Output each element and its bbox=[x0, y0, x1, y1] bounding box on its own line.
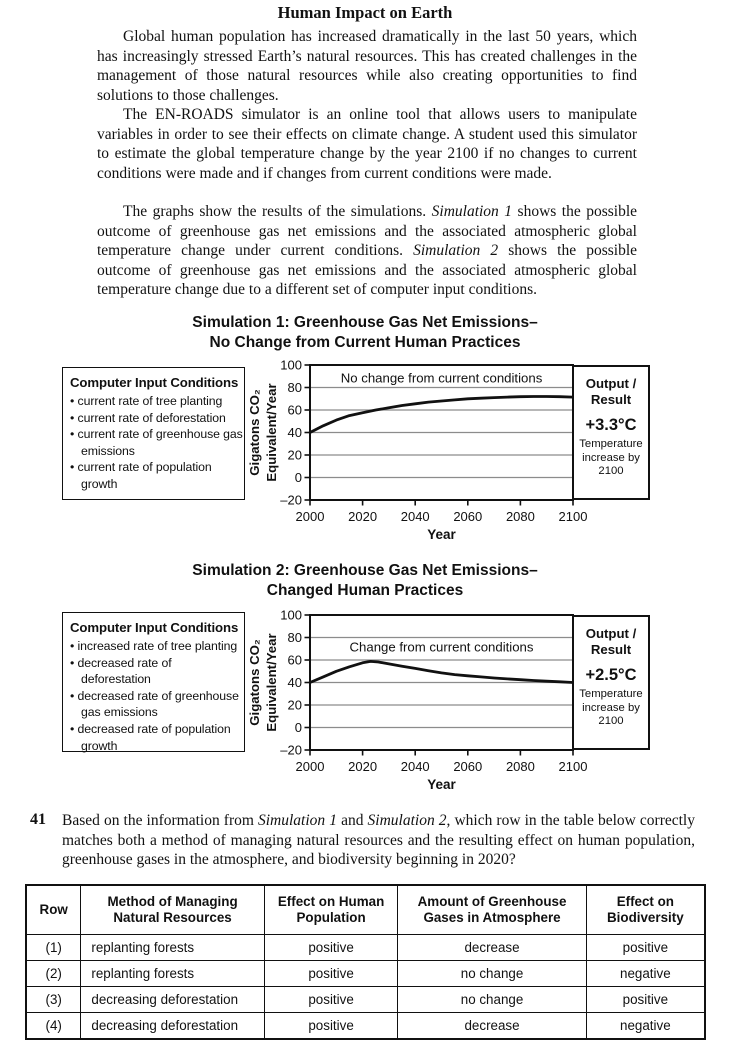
temperature-result-caption: Temperature increase by 2100 bbox=[579, 688, 643, 727]
x-tick-label: 2100 bbox=[558, 509, 588, 524]
header-greenhouse-gases: Amount of Greenhouse Gases in Atmosphere bbox=[398, 885, 586, 935]
table-cell: positive bbox=[264, 987, 398, 1013]
table-cell: decrease bbox=[398, 1013, 586, 1040]
input-condition-item: • current rate of tree planting bbox=[70, 393, 243, 410]
table-cell: decreasing deforestation bbox=[81, 1013, 264, 1040]
input-condition-item: • decreased rate of deforestation bbox=[70, 655, 243, 688]
table-header-row bbox=[26, 885, 705, 935]
input-condition-item: • current rate of greenhouse gas emissions bbox=[70, 426, 243, 459]
x-tick-label: 2080 bbox=[505, 509, 535, 524]
table-cell: positive bbox=[264, 935, 398, 961]
input-conditions-title: Computer Input Conditions bbox=[70, 375, 239, 390]
y-tick-label: 0 bbox=[294, 470, 302, 485]
input-condition-item: • decreased rate of population growth bbox=[70, 721, 243, 754]
y-tick-label: 100 bbox=[280, 608, 302, 623]
question-text: Based on the information from Simulation 1 and Simulation 2, which row in the table below correctly matches both a method of managing natural resources and the resulting effect on human population, greenhouse gases in the atmosphere, and biodiversity beginning in 2020? bbox=[62, 812, 695, 868]
intro-paragraph-3 bbox=[97, 202, 637, 300]
x-axis-title: Year bbox=[427, 777, 456, 792]
y-tick-label: 60 bbox=[287, 402, 302, 418]
simulation-1-heading-line2: No Change from Current Human Practices bbox=[209, 334, 521, 351]
table-cell: positive bbox=[586, 935, 705, 961]
y-axis-title: Equivalent/Year bbox=[264, 383, 279, 482]
table-cell: (3) bbox=[26, 987, 81, 1013]
x-tick-label: 2040 bbox=[400, 509, 430, 524]
x-tick-label: 2000 bbox=[295, 509, 325, 524]
y-tick-label: 80 bbox=[287, 380, 302, 395]
header-human-population: Effect on Human Population bbox=[264, 885, 398, 935]
table-cell: negative bbox=[586, 961, 705, 987]
emissions-line bbox=[310, 397, 573, 433]
table-cell: negative bbox=[586, 1013, 705, 1040]
simulation-2-heading-line1: Simulation 2: Greenhouse Gas Net Emissions– bbox=[192, 562, 538, 579]
question-41 bbox=[30, 811, 695, 870]
temperature-result-value: +2.5°C bbox=[585, 666, 637, 684]
x-tick-label: 2020 bbox=[348, 509, 378, 524]
y-tick-label: 40 bbox=[287, 425, 302, 440]
input-condition-item: • decreased rate of greenhouse gas emissions bbox=[70, 688, 243, 721]
y-axis-title: Gigatons CO₂ bbox=[247, 389, 262, 476]
y-tick-label: 0 bbox=[294, 720, 302, 735]
input-conditions-list bbox=[70, 393, 243, 493]
simulation-2-ref: Simulation 2 bbox=[367, 812, 447, 829]
y-tick-label: –20 bbox=[280, 742, 302, 758]
table-cell: (2) bbox=[26, 961, 81, 987]
simulation-2-ref: Simulation 2 bbox=[413, 242, 499, 259]
table-row bbox=[26, 1013, 705, 1040]
answer-options-table bbox=[25, 884, 706, 1040]
simulation-1-input-conditions-box bbox=[62, 367, 245, 500]
temperature-result-caption: Temperature increase by 2100 bbox=[579, 438, 643, 477]
table-row bbox=[26, 987, 705, 1013]
table-cell: positive bbox=[264, 1013, 398, 1040]
simulation-1-heading bbox=[0, 313, 730, 353]
input-conditions-title: Computer Input Conditions bbox=[70, 620, 239, 635]
paragraph-text: The EN-ROADS simulator is an online tool that allows users to manipulate variables in order to see their effects on climate change. A student used this simulator to estimate the global temperature change by the year 2100 if no changes to current conditions were made and if changes from current conditions were made. bbox=[97, 106, 637, 182]
y-axis-title: Gigatons CO₂ bbox=[247, 639, 262, 726]
y-axis-title: Equivalent/Year bbox=[264, 633, 279, 732]
table-cell: (1) bbox=[26, 935, 81, 961]
chart-annotation: No change from current conditions bbox=[340, 370, 543, 386]
paragraph-text: The graphs show the results of the simulations. bbox=[123, 203, 432, 220]
x-tick-label: 2100 bbox=[558, 759, 588, 774]
paragraph-text: Global human population has increased dramatically in the last 50 years, which has increasingly stressed Earth’s natural resources. This has created challenges in the management of those natural resources while also creating opportunities to find solutions to those challenges. bbox=[97, 28, 637, 104]
y-tick-label: –20 bbox=[280, 492, 302, 508]
chart-annotation: Change from current conditions bbox=[349, 639, 534, 655]
temperature-result-value: +3.3°C bbox=[585, 416, 637, 434]
table-cell: positive bbox=[586, 987, 705, 1013]
simulation-2-input-conditions-box bbox=[62, 612, 245, 752]
table-cell: (4) bbox=[26, 1013, 81, 1040]
y-tick-label: 40 bbox=[287, 675, 302, 690]
y-tick-label: 20 bbox=[287, 447, 302, 463]
y-tick-label: 80 bbox=[287, 630, 302, 645]
output-title: Output / Result bbox=[585, 376, 637, 407]
intro-paragraph-1 bbox=[97, 27, 637, 105]
question-number: 41 bbox=[30, 811, 46, 828]
y-tick-label: 60 bbox=[287, 652, 302, 668]
paragraph-text: shows the possible outcome of greenhouse gas net emissions and the associated atmospheric global temperature change due to a different set of computer input conditions. bbox=[97, 242, 638, 298]
simulation-1-heading-line1: Simulation 1: Greenhouse Gas Net Emissions– bbox=[192, 314, 538, 331]
emissions-line bbox=[310, 661, 573, 682]
input-condition-item: • increased rate of tree planting bbox=[70, 638, 243, 655]
table-row bbox=[26, 935, 705, 961]
paragraph-text: shows the possible outcome of greenhouse gas net emissions and the associated atmospheric global temperature change under current conditions. bbox=[97, 203, 638, 259]
y-tick-label: 100 bbox=[280, 358, 302, 373]
table-cell: decrease bbox=[398, 935, 586, 961]
answer-table-body bbox=[26, 935, 705, 1040]
output-title: Output / Result bbox=[585, 626, 637, 657]
x-tick-label: 2020 bbox=[348, 759, 378, 774]
table-cell: replanting forests bbox=[81, 935, 264, 961]
table-cell: no change bbox=[398, 961, 586, 987]
y-tick-label: 20 bbox=[287, 697, 302, 713]
input-condition-item: • current rate of deforestation bbox=[70, 410, 243, 427]
table-cell: positive bbox=[264, 961, 398, 987]
x-tick-label: 2080 bbox=[505, 759, 535, 774]
x-axis-title: Year bbox=[427, 527, 456, 542]
table-cell: decreasing deforestation bbox=[81, 987, 264, 1013]
page-title: Human Impact on Earth bbox=[277, 3, 453, 22]
simulation-2-output-box bbox=[572, 615, 650, 750]
header-method: Method of Managing Natural Resources bbox=[81, 885, 264, 935]
x-tick-label: 2060 bbox=[453, 509, 483, 524]
header-biodiversity: Effect on Biodiversity bbox=[586, 885, 705, 935]
x-tick-label: 2000 bbox=[295, 759, 325, 774]
table-row bbox=[26, 961, 705, 987]
simulation-2-heading bbox=[0, 561, 730, 601]
intro-paragraph-2 bbox=[97, 105, 637, 183]
x-tick-label: 2040 bbox=[400, 759, 430, 774]
header-row: Row bbox=[26, 885, 81, 935]
x-tick-label: 2060 bbox=[453, 759, 483, 774]
simulation-1-ref: Simulation 1 bbox=[431, 203, 513, 220]
table-cell: replanting forests bbox=[81, 961, 264, 987]
input-condition-item: • current rate of population growth bbox=[70, 459, 243, 492]
simulation-1-output-box bbox=[572, 365, 650, 500]
simulation-1-ref: Simulation 1 bbox=[258, 812, 337, 829]
input-conditions-list bbox=[70, 638, 243, 754]
simulation-2-heading-line2: Changed Human Practices bbox=[266, 582, 464, 599]
table-cell: no change bbox=[398, 987, 586, 1013]
